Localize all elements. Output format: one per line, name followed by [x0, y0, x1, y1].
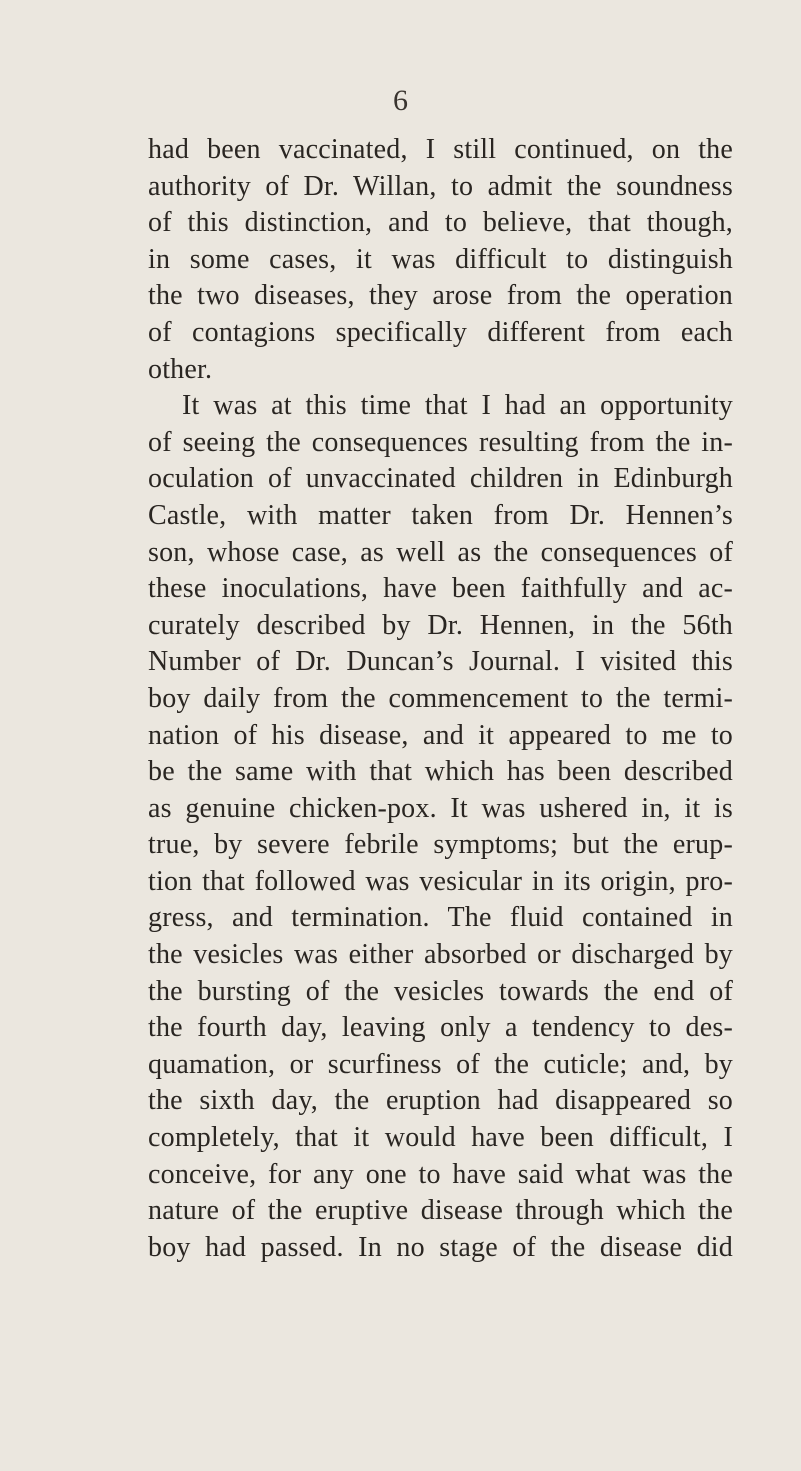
text-line: oculation of unvaccinated children in Edinburgh: [148, 463, 733, 495]
text-line: boy daily from the commencement to the termi-: [148, 682, 733, 714]
text-line: nature of the eruptive disease through which the: [148, 1195, 733, 1227]
text-line: curately described by Dr. Hennen, in the 56th: [148, 609, 733, 641]
text-line: be the same with that which has been described: [148, 756, 733, 788]
text-line: of contagions specifically different from each: [148, 316, 733, 348]
text-line: son, whose case, as well as the consequences of: [148, 536, 733, 568]
body-text: [148, 132, 733, 1266]
paragraph-start-line: It was at this time that I had an opportunity: [182, 390, 733, 422]
text-line: these inoculations, have been faithfully and ac-: [148, 573, 733, 605]
text-line: the fourth day, leaving only a tendency to des-: [148, 1012, 733, 1044]
text-line: the two diseases, they arose from the operation: [148, 280, 733, 312]
text-line: the sixth day, the eruption had disappeared so: [148, 1085, 733, 1117]
text-line: completely, that it would have been difficult, I: [148, 1122, 733, 1154]
text-line: tion that followed was vesicular in its origin, pro-: [148, 865, 733, 897]
text-line: the vesicles was either absorbed or discharged by: [148, 939, 733, 971]
text-line: Number of Dr. Duncan’s Journal. I visited this: [148, 646, 733, 678]
text-line: conceive, for any one to have said what was the: [148, 1158, 733, 1190]
text-line: of this distinction, and to believe, that though,: [148, 207, 733, 239]
text-line: boy had passed. In no stage of the disease did: [148, 1231, 733, 1263]
text-line: other.: [148, 353, 213, 385]
text-line: Castle, with matter taken from Dr. Hennen’s: [148, 499, 733, 531]
text-line: in some cases, it was difficult to distinguish: [148, 243, 733, 275]
text-line: had been vaccinated, I still continued, on the: [148, 134, 733, 165]
text-line: nation of his disease, and it appeared to me to: [148, 719, 733, 751]
text-line: as genuine chicken-pox. It was ushered in, it is: [148, 792, 733, 824]
text-line: true, by severe febrile symptoms; but the erup-: [148, 829, 733, 861]
text-line: quamation, or scurfiness of the cuticle; and, by: [148, 1048, 733, 1080]
text-line: of seeing the consequences resulting from the in-: [148, 426, 733, 458]
page-number: 6: [393, 84, 408, 117]
text-line: gress, and termination. The fluid contained in: [148, 902, 733, 934]
text-line: the bursting of the vesicles towards the end of: [148, 975, 733, 1007]
text-line: authority of Dr. Willan, to admit the soundness: [148, 170, 733, 202]
